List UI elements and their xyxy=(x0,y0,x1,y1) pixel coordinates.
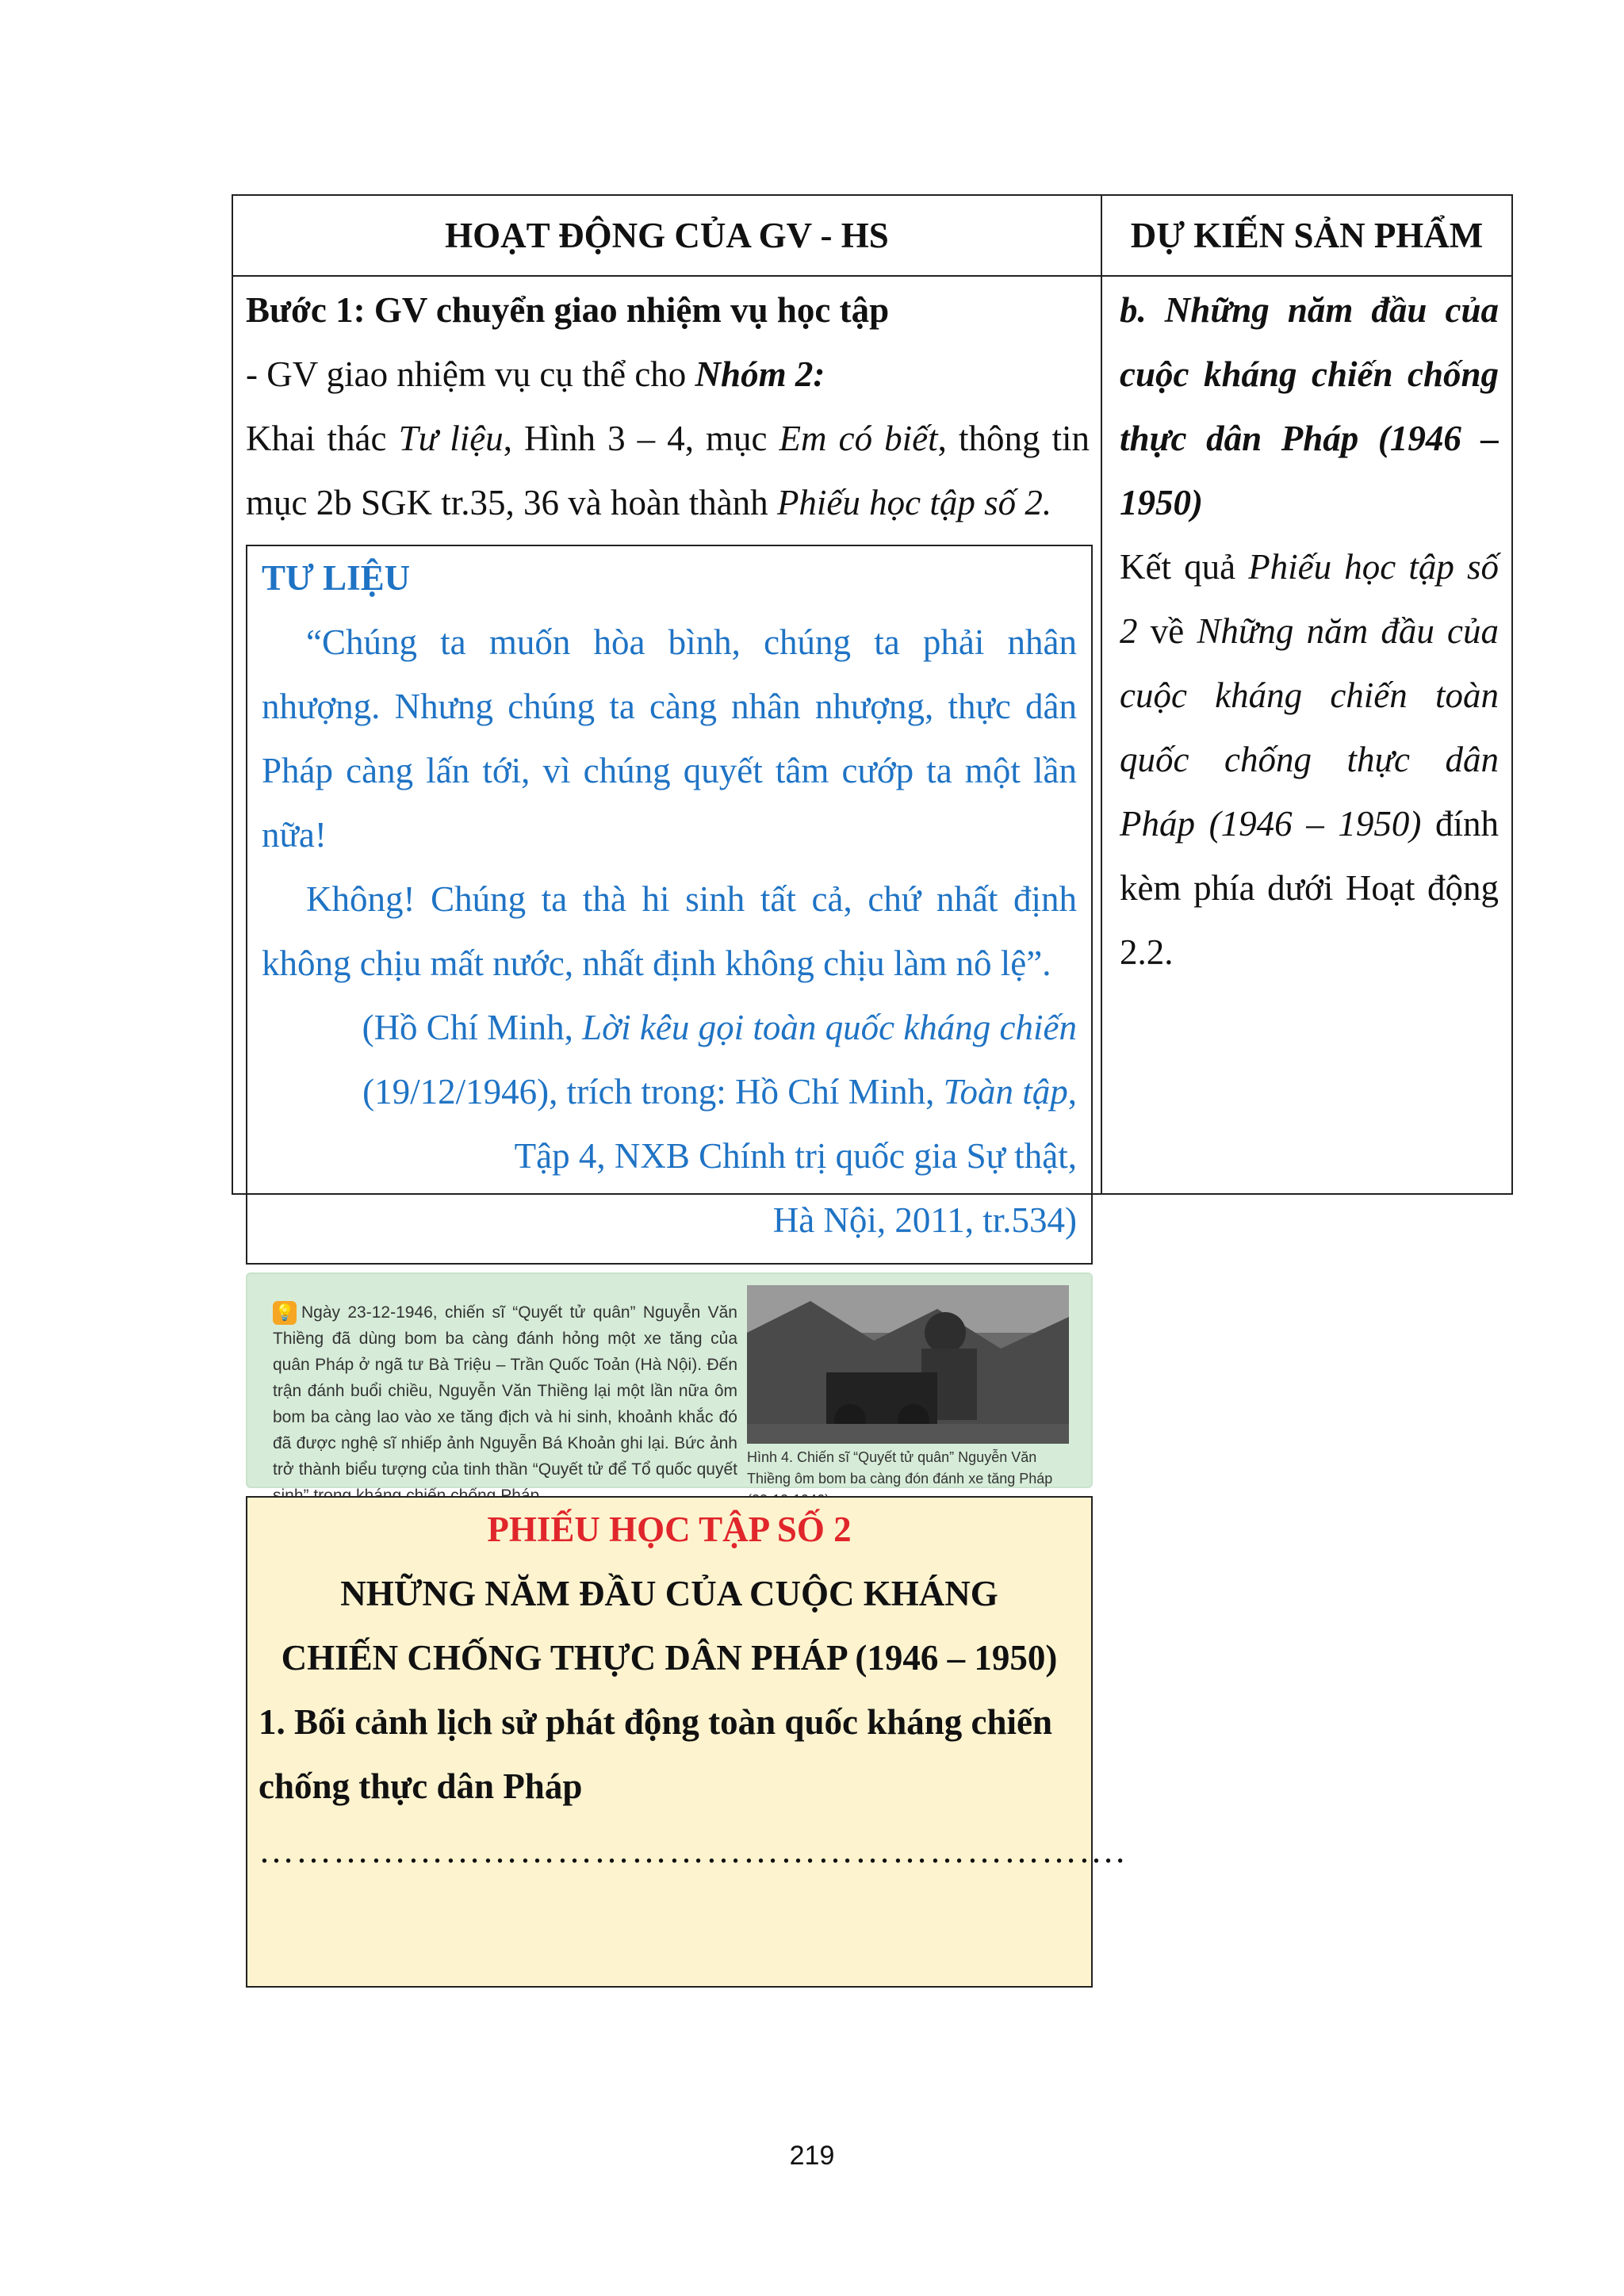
page-number: 219 xyxy=(789,2141,835,2171)
historical-photo xyxy=(747,1285,1069,1444)
source-line-1: (Hồ Chí Minh, Lời kêu gọi toàn quốc kháng chiến xyxy=(362,1008,1077,1047)
lightbulb-icon: 💡 xyxy=(273,1301,297,1325)
products-heading: b. Những năm đầu của cuộc kháng chiến chống thực dân Pháp (1946 – 1950) xyxy=(1120,290,1499,522)
worksheet-subtitle-2: CHIẾN CHỐNG THỰC DÂN PHÁP (1946 – 1950) xyxy=(281,1638,1058,1678)
tulieu-title: TƯ LIỆU xyxy=(262,558,411,598)
worksheet-box xyxy=(246,1496,1127,1988)
answer-dotted-line: ……………………………………………………………. xyxy=(259,1831,1127,1870)
header-divider xyxy=(233,275,1511,277)
tulieu-box xyxy=(246,545,1093,1265)
products-text: Kết quả Phiếu học tập số 2 về Những năm đầu của cuộc kháng chiến toàn quốc chống thực dân Pháp (1946 – 1950) đính kèm phía dưới Hoạt động 2.2. xyxy=(1120,547,1499,972)
source-line-2: (19/12/1946), trích trong: Hồ Chí Minh, Toàn tập, xyxy=(362,1072,1077,1112)
column-divider xyxy=(1101,196,1102,1193)
task-line: - GV giao nhiệm vụ cụ thể cho Nhóm 2: xyxy=(246,354,825,394)
main-table xyxy=(232,194,1513,1870)
photo-caption: Hình 4. Chiến sĩ “Quyết tử quân” Nguyễn Văn Thiềng ôm bom ba càng đón đánh xe tăng Pháp xyxy=(747,1449,1053,1487)
worksheet-subtitle-1: NHỮNG NĂM ĐẦU CỦA CUỘC KHÁNG xyxy=(340,1574,998,1613)
source-line-3: Tập 4, NXB Chính trị quốc gia Sự thật, xyxy=(514,1136,1077,1176)
source-line-4: Hà Nội, 2011, tr.534) xyxy=(772,1200,1077,1240)
worksheet-question-1: 1. Bối cảnh lịch sử phát động toàn quốc kháng chiến chống thực dân Pháp xyxy=(259,1702,1053,1806)
quote-paragraph-1: “Chúng ta muốn hòa bình, chúng ta phải nhân nhượng. Nhưng chúng ta càng nhân nhượng, thực dân Pháp càng lấn tới, vì chúng quyết tâm cướp ta một lần nữa! xyxy=(262,622,1077,855)
worksheet-title: PHIẾU HỌC TẬP SỐ 2 xyxy=(487,1510,852,1549)
header-activities: HOẠT ĐỘNG CỦA GV - HS xyxy=(445,216,889,255)
products-column xyxy=(1120,278,1499,985)
quote-paragraph-2: Không! Chúng ta thà hi sinh tất cả, chứ nhất định không chịu mất nước, nhất định không chịu làm nô lệ”. xyxy=(262,879,1077,983)
em-co-biet-text: 💡 Ngày 23-12-1946, chiến sĩ “Quyết tử quân” Nguyễn Văn Thiềng đã dùng bom ba càng đánh hỏng một xe tăng của quân Pháp ở ngã tư Bà Triệu – Trần Quốc Toản (Hà Nội). Đến trận đánh buổi chiều, Nguyễn Văn Thiềng lại một lần nữa ôm bom ba càng lao vào xe tăng địch và hi sinh, khoảnh khắc đó đã được nghệ sĩ nhiếp ảnh Nguyễn Bá Khoản ghi lại. Bức ảnh trở thành biểu tượng của tinh thần “Quyết tử để Tổ quốc quyết xyxy=(273,1299,737,1509)
em-co-biet-box xyxy=(246,1272,1093,1488)
exploit-line: Khai thác Tư liệu, Hình 3 – 4, mục Em có biết, thông tin xyxy=(246,419,1090,458)
exploit-line-2: mục 2b SGK tr.35, 36 và hoàn thành Phiếu học tập số 2. xyxy=(246,483,1052,522)
header-products: DỰ KIẾN SẢN PHẨM xyxy=(1130,216,1484,255)
activities-column xyxy=(246,278,1090,535)
step1-heading: Bước 1: GV chuyển giao nhiệm vụ học tập xyxy=(246,290,890,330)
